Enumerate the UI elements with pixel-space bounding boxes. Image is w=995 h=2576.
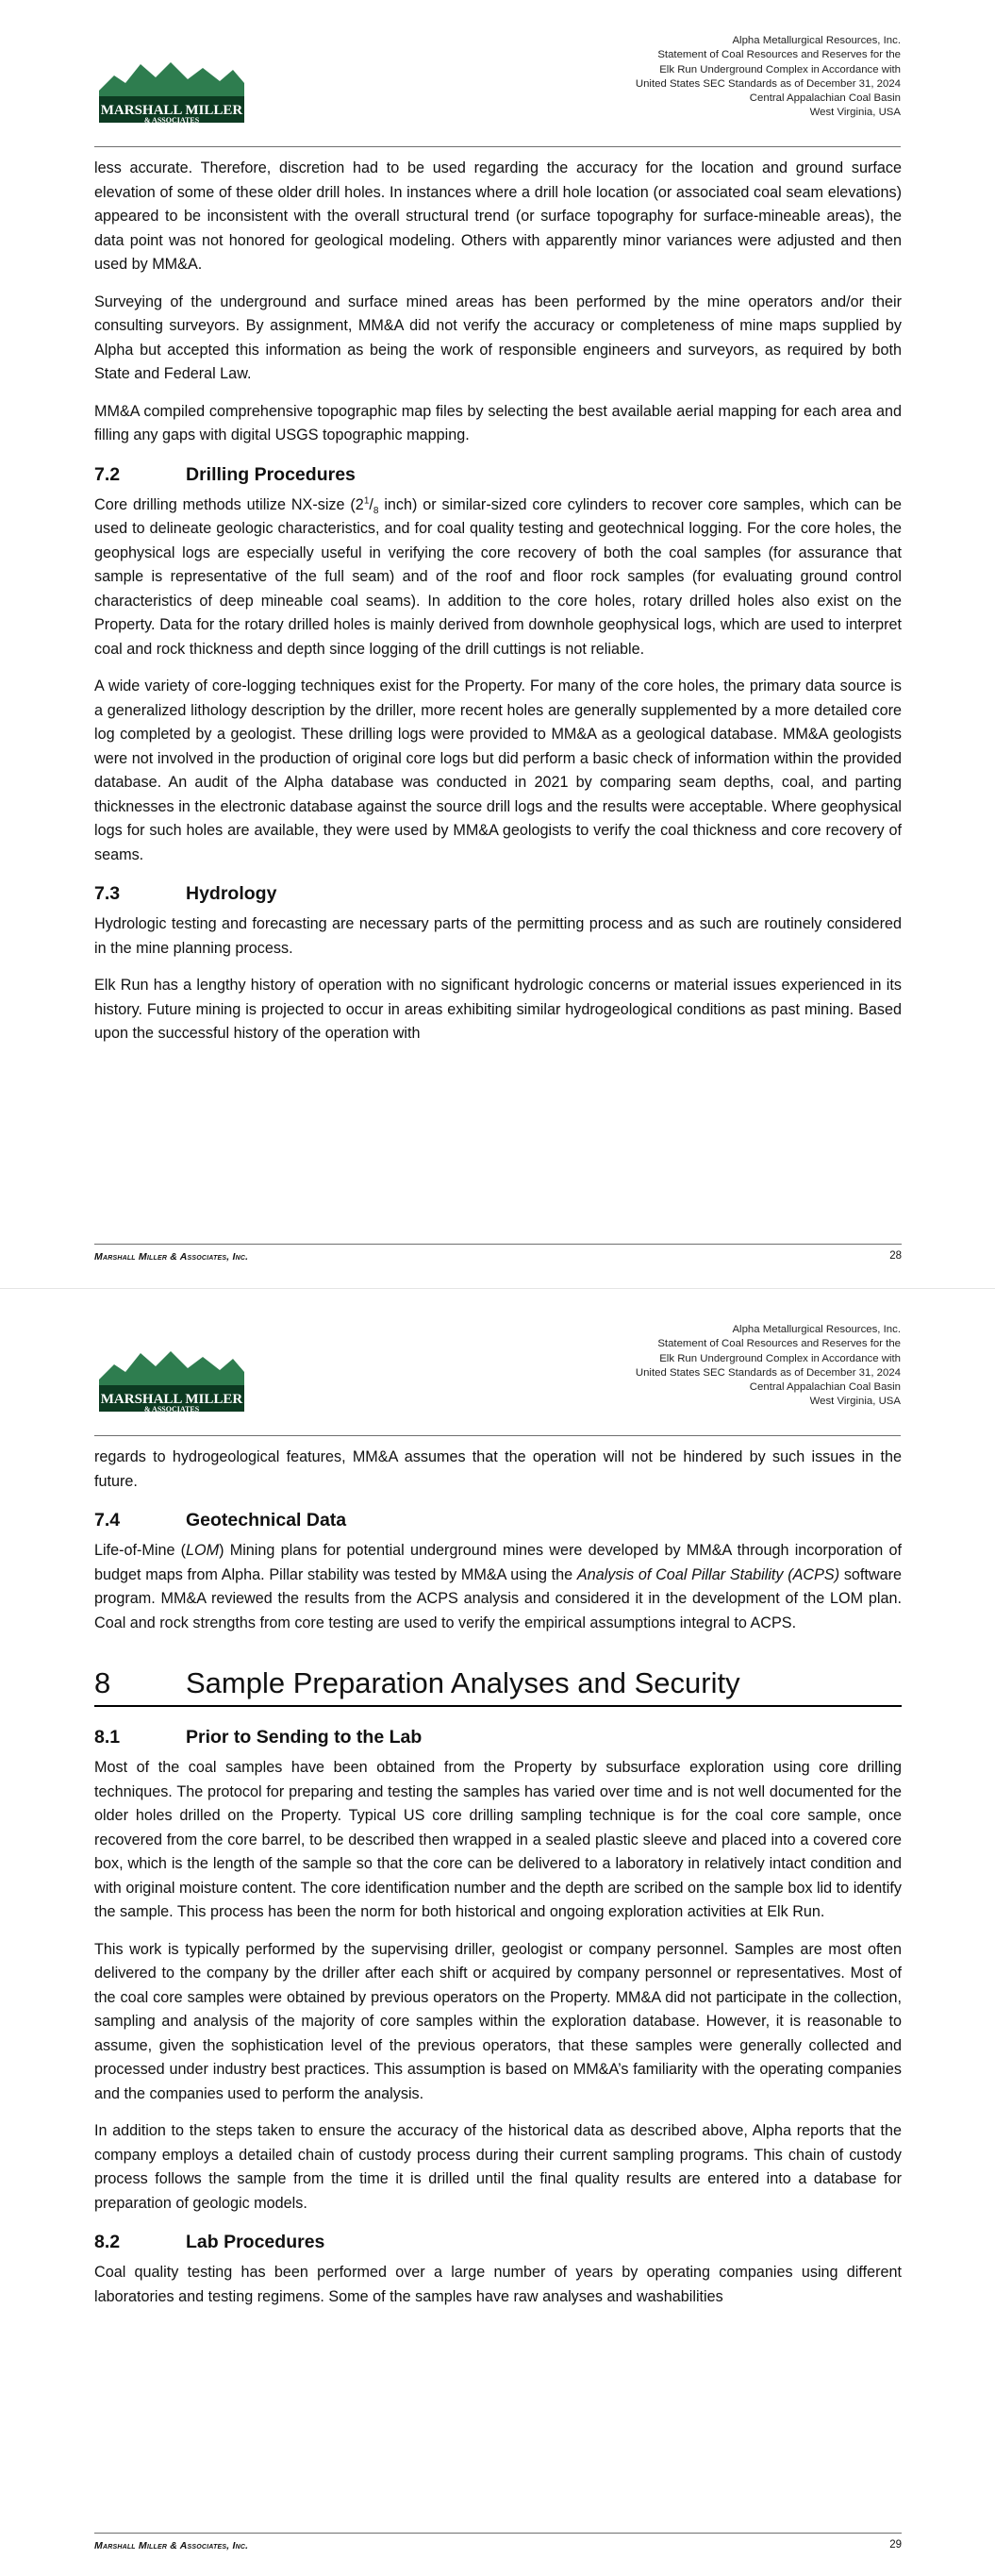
section-heading-7-4 (94, 1507, 902, 1533)
section-title: Prior to Sending to the Lab (186, 1727, 423, 1748)
page-header (94, 1323, 901, 1436)
page-header (94, 34, 901, 147)
section-title: Drilling Procedures (186, 463, 356, 485)
marshall-miller-logo (97, 1344, 246, 1413)
section-heading-7-2 (94, 461, 902, 488)
header-line: Elk Run Underground Complex in Accordance with (659, 63, 901, 75)
header-line: Alpha Metallurgical Resources, Inc. (732, 1324, 901, 1335)
paragraph: Elk Run has a lengthy history of operation with no significant hydrologic concerns or material issues experienced in its history. Future mining is projected to occur in areas exhibiting similar hydrogeological conditions as past mining. Based upon the successful history of the operation with (94, 977, 902, 1042)
header-line: Statement of Coal Resources and Reserves for the (657, 49, 901, 61)
paragraph: This work is typically performed by the supervising driller, geologist or company personnel. Samples are most often delivered to the company by the driller after each shift or acquired by company personnel or representatives. Most of the coal core samples were obtained by previous operators on the Property. MM&A did not participate in the collection, sampling and analysis of the majority of core samples within the exploration database. However, it is reasonable to assume, given the sophistication level of the previous operators, that these samples were generally collected and processed under industry best practices. This assumption is based on MM&A’s familiarity with the operating companies and the companies used to perform the analysis. (94, 1940, 902, 2102)
paragraph: A wide variety of core-logging techniques exist for the Property. For many of the core holes, the primary data source is a generalized lithology description by the driller, more recent holes are generally supplemented by a more detailed core log completed by a geologist. These drilling logs were provided to MM&A as a geological database. MM&A geologists were not involved in the production of original core logs but did perform a basic check of information within the provided database. An audit of the Alpha database was conducted in 2021 by comparing seam depths, coal, and parting thicknesses in the electronic database against the source drill logs and the results were acceptable. Where geophysical logs for such holes are available, they were used by MM&A geologists to verify the coal thickness and core recovery of seams. (94, 677, 902, 863)
chapter-title: Sample Preparation Analyses and Security (186, 1666, 740, 1699)
italic-term: LOM (186, 1542, 220, 1559)
paragraph: Most of the coal samples have been obtained from the Property by subsurface exploration using core drilling techniques. The protocol for preparing and testing the samples has varied over time and is not well documented for the older holes drilled on the Property. Typical US core drilling sampling technique is for the coal core sample, once recovered from the core barrel, to be described then wrapped in a sealed plastic sleeve and placed into a covered core box, which is the length of the sample so that the core can be delivered to a laboratory in relatively intact condition and with original moisture content. The core identification number and the depth are scribed on the sample box lid to identify the sample. This process has been the norm for both historical and ongoing exploration activities at Elk Run. (94, 1759, 902, 1920)
section-number: 8.2 (94, 2232, 121, 2252)
section-number: 7.4 (94, 1510, 121, 1531)
text-run: Core drilling methods utilize NX-size (2 (94, 495, 364, 513)
marshall-miller-logo (97, 55, 246, 125)
text-run: software program. MM&A reviewed the results from the ACPS analysis and considered it in the development of the LOM plan. Coal and rock strengths from core testing are used to verify the empirical assumptions integral to ACPS. (94, 1565, 902, 1631)
section-heading-7-3 (94, 880, 902, 907)
italic-term: Analysis of Coal Pillar Stability (ACPS) (576, 1565, 840, 1583)
header-line: Central Appalachian Coal Basin (749, 1381, 901, 1394)
header-line: United States SEC Standards as of December 31, 2024 (635, 1366, 901, 1379)
header-text-block (636, 34, 901, 121)
section-heading-8-2 (94, 2229, 902, 2255)
fraction-numerator: 1 (363, 495, 370, 507)
header-line: Central Appalachian Coal Basin (749, 92, 901, 105)
section-title: Geotechnical Data (186, 1510, 347, 1531)
chapter-heading-8 (94, 1664, 902, 1707)
paragraph: less accurate. Therefore, discretion had to be used regarding the accuracy for the location and ground surface elevation of some of these older drill holes. In instances where a drill hole location (or associated coal seam elevations) appeared to be inconsistent with the overall structural trend (or surface topography for surface-mineable areas), the data point was not honored for geological modeling. Others with apparently minor variances were adjusted and then used by MM&A. (94, 159, 902, 273)
header-line: Elk Run Underground Complex in Accordance with (659, 1352, 901, 1364)
page-body (94, 1446, 902, 2322)
svg-text:MARSHALL MILLER: MARSHALL MILLER (100, 1392, 243, 1407)
paragraph: Coal quality testing has been performed over a large number of years by operating companies using different laboratories and testing regimens. Some of the samples have raw analyses and washabilities (94, 2264, 902, 2305)
header-line: West Virginia, USA (809, 1396, 901, 1408)
section-heading-8-1 (94, 1724, 902, 1750)
paragraph: In addition to the steps taken to ensure the accuracy of the historical data as described above, Alpha reports that the company employs a detailed chain of custody process during their current sampling programs. This chain of custody process follows the sample from the time it is drilled until the final quality results are entered into a database for preparation of geologic models. (94, 2122, 902, 2212)
footer-firm-name: Marshall Miller & Associates, Inc. (94, 1251, 249, 1263)
chapter-number: 8 (94, 1666, 111, 1699)
section-number: 7.3 (94, 883, 121, 904)
svg-text:& ASSOCIATES: & ASSOCIATES (143, 1405, 200, 1413)
text-run: Life-of-Mine ( (94, 1542, 187, 1559)
fraction-denominator: 8 (373, 505, 379, 516)
page-footer (94, 2533, 902, 2555)
svg-text:MARSHALL MILLER: MARSHALL MILLER (100, 103, 243, 118)
document-page-29 (0, 1288, 995, 2576)
section-number: 8.1 (94, 1727, 121, 1748)
paragraph: MM&A compiled comprehensive topographic map files by selecting the best available aerial mapping for each area and filling any gaps with digital USGS topographic mapping. (94, 402, 902, 443)
page-body (94, 157, 902, 1060)
header-text-block (636, 1323, 901, 1410)
page-footer (94, 1244, 902, 1266)
paragraph: Surveying of the underground and surface mined areas has been performed by the mine operators and/or their consulting surveyors. By assignment, MM&A did not verify the accuracy or completeness of mine maps supplied by Alpha but accepted this information as being the work of responsible engineers and surveyors, as required by both State and Federal Law. (94, 293, 902, 382)
paragraph: regards to hydrogeological features, MM&A assumes that the operation will not be hindered by such issues in the future. (94, 1448, 902, 1490)
header-line: West Virginia, USA (809, 107, 901, 119)
paragraph: Hydrologic testing and forecasting are necessary parts of the permitting process and as such are routinely considered in the mine planning process. (94, 915, 902, 957)
footer-firm-name: Marshall Miller & Associates, Inc. (94, 2540, 249, 2551)
section-number: 7.2 (94, 463, 121, 485)
section-title: Hydrology (186, 883, 277, 904)
paragraph (94, 1539, 902, 1635)
text-run: inch) or similar-sized core cylinders to recover core samples, which can be used to delineate geologic characteristics, and for coal quality testing and geotechnical logging. For the core holes, the geophysical logs are especially useful in verifying the core recovery of both the coal samples (for assurance that sample is representative of the full seam) and of the roof and floor rock samples (for evaluating ground control characteristics of deep mineable coal seams). In addition to the core holes, rotary drilled holes also exist on the Property. Data for the rotary drilled holes is mainly derived from downhole geophysical logs, which are used to interpret coal and rock thickness and depth since logging of the drill cuttings is not reliable. (94, 495, 903, 658)
header-line: United States SEC Standards as of December 31, 2024 (635, 77, 901, 90)
svg-text:& ASSOCIATES: & ASSOCIATES (143, 116, 200, 125)
paragraph (94, 493, 902, 662)
header-line: Alpha Metallurgical Resources, Inc. (732, 35, 901, 46)
header-line: Statement of Coal Resources and Reserves for the (657, 1338, 901, 1350)
section-title: Lab Procedures (186, 2232, 325, 2252)
text-run: ) Mining plans for potential underground mines were developed by MM&A through incorporation of budget maps from Alpha. Pillar stability was tested by MM&A using the (94, 1542, 902, 1583)
page-number: 28 (889, 1250, 902, 1262)
fraction-slash: / (369, 495, 373, 513)
fraction (363, 495, 379, 516)
page-number: 29 (889, 2539, 902, 2551)
